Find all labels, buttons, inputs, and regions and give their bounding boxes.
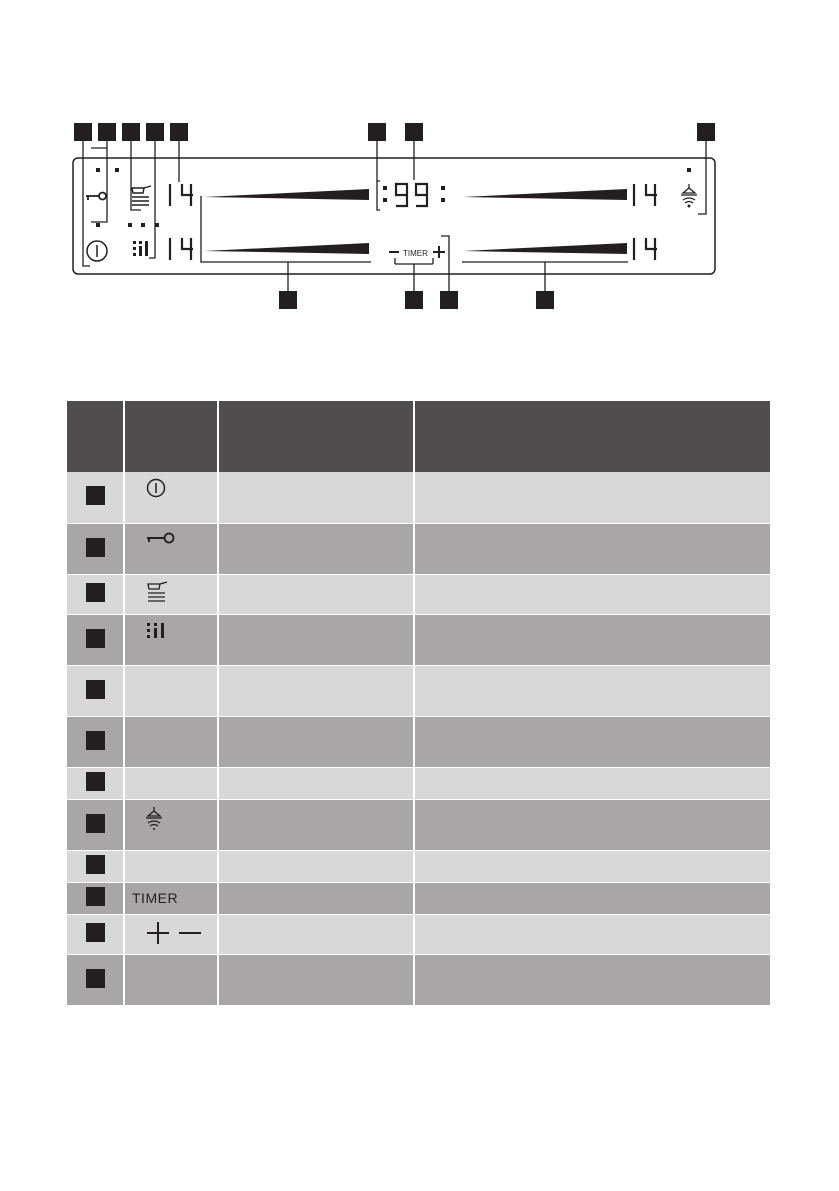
row-number-box <box>86 855 105 874</box>
callout-box-2 <box>98 123 116 141</box>
callout-box-10 <box>405 291 423 309</box>
table-row <box>67 767 770 799</box>
lock-key-icon <box>86 193 106 201</box>
slider-front-left[interactable] <box>204 243 369 254</box>
timer-label: TIMER <box>132 890 179 906</box>
power-display-rear-left <box>170 184 193 206</box>
callout-box-6 <box>368 123 386 141</box>
callout-boxes-bottom <box>279 291 554 309</box>
table-header-cell <box>124 401 218 472</box>
table-row <box>67 850 770 882</box>
callout-box-8 <box>697 123 715 141</box>
timer-label[interactable]: TIMER <box>403 249 428 258</box>
row-number-box <box>86 680 105 699</box>
hood-icon <box>681 184 697 207</box>
power-display-front-left <box>170 238 193 260</box>
timer-display <box>383 184 445 206</box>
callout-box-12 <box>536 291 554 309</box>
callout-box-3 <box>122 123 140 141</box>
power-display-rear-right <box>634 184 657 206</box>
table-row <box>67 665 770 716</box>
callout-boxes-top <box>74 123 715 141</box>
bridge-icon <box>133 241 148 256</box>
slider-rear-left[interactable] <box>204 189 369 200</box>
symbols-table <box>67 401 770 1006</box>
control-panel-diagram <box>0 0 839 360</box>
row-number-box <box>86 486 105 505</box>
hood-icon <box>145 806 167 832</box>
callout-box-4 <box>146 123 164 141</box>
leader-lines <box>83 141 706 291</box>
table-row <box>67 574 770 614</box>
callout-box-11 <box>440 291 458 309</box>
row-number-box <box>86 772 105 791</box>
lock-key-icon <box>145 530 177 550</box>
callout-box-1 <box>74 123 92 141</box>
row-number-box <box>86 731 105 750</box>
pot-icon <box>132 186 151 205</box>
table-row <box>67 954 770 1005</box>
table-row <box>67 882 770 914</box>
row-number-box <box>86 629 105 648</box>
pot-icon <box>145 581 169 603</box>
on-off-icon <box>87 241 107 261</box>
table-row <box>67 472 770 523</box>
table-header-cell <box>218 401 414 472</box>
table-row <box>67 914 770 954</box>
row-number-box <box>86 969 105 988</box>
row-number-box <box>86 538 105 557</box>
plus-icon[interactable] <box>433 246 445 258</box>
power-sliders <box>204 189 627 254</box>
bridge-icon <box>145 621 169 643</box>
callout-box-5 <box>170 123 188 141</box>
row-number-box <box>86 583 105 602</box>
plus-minus-icon <box>139 921 205 945</box>
slider-rear-right[interactable] <box>463 189 627 200</box>
table-header-cell <box>67 401 124 472</box>
on-off-icon <box>145 478 169 502</box>
table-row <box>67 523 770 574</box>
table-row <box>67 614 770 665</box>
row-number-box <box>86 814 105 833</box>
table-row <box>67 799 770 850</box>
table-header-row <box>67 401 770 472</box>
row-number-box <box>86 887 105 906</box>
slider-front-right[interactable] <box>463 243 627 254</box>
callout-box-7 <box>405 123 423 141</box>
callout-box-9 <box>279 291 297 309</box>
timer-controls <box>389 246 445 258</box>
row-number-box <box>86 923 105 942</box>
table-row <box>67 716 770 767</box>
table-header-cell <box>414 401 770 472</box>
power-display-front-right <box>634 238 657 260</box>
